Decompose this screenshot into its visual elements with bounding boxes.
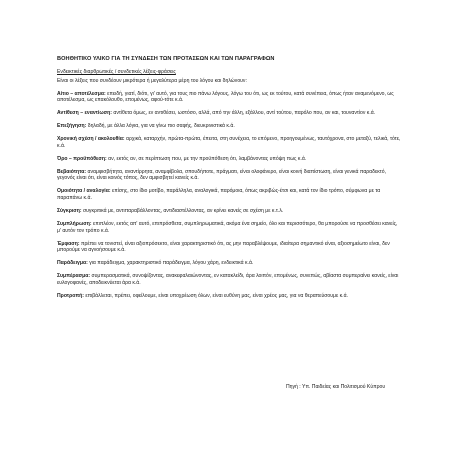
entry-text: για παράδειγμα, χαρακτηριστικό παράδειγμα, λόγου χάρη, ενδεικτικά κ.ά.: [87, 260, 254, 267]
entry-term: Βεβαιότητα:: [57, 168, 87, 175]
document-body: [57, 56, 402, 299]
entry-term: Σύγκριση:: [57, 208, 82, 215]
entry-text: επειδή, γιατί, διότι, γι' αυτό, για τους πιο πάνω λόγους, λόγω του ότι, ως εκ τούτου, κατά συνέπεια, όπως ήταν αναμενόμενο, ως αποτέλεσμα, ως επακόλουθο, επομένως, αφού-τότε κ.ά.: [57, 90, 394, 104]
entry-term: Χρονική σχέση / ακολουθία:: [57, 136, 125, 143]
entry-text: συμπερασματικά, συνοψίζοντας, ανακεφαλαιώνοντας, εν κατακλείδι, άρα λοιπόν, επομένως, συνεπώς, αβίαστα συμπεραίνει κανείς, είναι ευλογοφανές, αποδεικνύεται άρα κ.ά.: [57, 273, 399, 286]
entry-text: επιπλέον, εκτός απ' αυτό, επιπρόσθετα, συμπληρωματικά, ακόμα ένα σημείο, όλο και περισσότερο, θα μπορούσε να προσθέσει κανείς, μ' αυτόν τον τρόπο κ.ά.: [57, 221, 398, 234]
entry-contrast: [57, 110, 402, 117]
entry-term: Έμφαση:: [57, 240, 80, 247]
entry-text: πρέπει να τονιστεί, είναι αξιοπρόσεκτο, είναι χαρακτηριστικό ότι, ας μην παραβλέψουμε, ιδιαίτερα σημαντικό είναι, αξιοσημείωτο είναι, δεν μπορούμε να αγνοήσουμε κ.ά.: [57, 240, 390, 254]
entry-text: αν, εκτός αν, σε περίπτωση που, με την προϋπόθεση ότι, λαμβάνοντας υπόψη πως κ.ά.: [106, 155, 307, 162]
entry-term: Αίτιο – αποτέλεσμα:: [57, 90, 106, 97]
entry-addition: [57, 221, 402, 234]
entry-text: επιβάλλεται, πρέπει, οφείλουμε, είναι υποχρέωση όλων, είναι ευθύνη μας, είναι χρέος μας, για να θεραπεύσουμε κ.ά.: [83, 292, 348, 299]
intro-paragraph: Είναι οι λέξεις που συνδέουν μικρότερα ή μεγαλύτερα μέρη του λόγου και δηλώνουν:: [57, 78, 247, 85]
entry-term: Συμπλήρωση:: [57, 221, 92, 228]
document-title: ΒΟΗΘΗΤΙΚΟ ΥΛΙΚΟ ΓΙΑ ΤΗ ΣΥΝΔΕΣΗ ΤΩΝ ΠΡΟΤΑΣΕΩΝ ΚΑΙ ΤΩΝ ΠΑΡΑΓΡΑΦΩΝ: [57, 56, 275, 62]
entry-term: Όρο – προϋπόθεση:: [57, 155, 107, 162]
entry-text: αναμφισβήτητα, αναντίρρητα, αναμφίβολα, σπουδήποτε, πράγματι, είναι ολοφάνερο, είναι κοινή διαπίστωση, είναι γενικά παραδεκτό, γεγονός είναι ότι, είναι κοινός τόπος, δεν αμφισβητεί κανείς κ.ά.: [57, 168, 387, 182]
entry-comparison: [57, 208, 402, 215]
entry-text: αρχικά, καταρχήν, πρώτα-πρώτα, έπειτα, στη συνέχεια, το επόμενο, προηγουμένως, ταυτόχρονα, στο μεταξύ, τελικά, τότε, κ.ά.: [57, 136, 401, 149]
entry-text: συγκριτικά με, αντιπαραβάλλοντας, αντιδιαστέλλοντας, αν κρίνει κανείς σε σχέση με κ.τ.λ.: [81, 208, 284, 215]
entry-time-sequence: [57, 136, 402, 149]
entry-exhortation: [57, 293, 402, 300]
entry-explanation: [57, 123, 402, 130]
entry-term: Προτροπή:: [57, 292, 84, 299]
entry-cause-effect: [57, 91, 402, 104]
entry-term: Αντίθεση – εναντίωση:: [57, 110, 112, 117]
entry-example: [57, 260, 402, 267]
source-credit: Πηγή : Υπ. Παιδείας και Πολιτισμού Κύπρου: [286, 384, 386, 390]
entry-term: Ομοιότητα / αναλογία:: [57, 188, 111, 195]
entry-text: αντίθετα όμως, εν αντιθέσει, ωστόσο, αλλά, από την άλλη, εξάλλου, αντί τούτου, παρόλο που, αν και, τουναντίον κ.ά.: [111, 110, 376, 117]
entry-term: Συμπέρασμα:: [57, 273, 91, 280]
entry-emphasis: [57, 241, 402, 254]
entry-conclusion: [57, 273, 402, 286]
entry-condition: [57, 156, 402, 163]
entry-text: επίσης, στο ίδιο μοτίβο, παράλληλα, αναλογικά, παρόμοια, όπως ακριβώς-έτσι και, κατά τον ίδιο τρόπο, σύμφωνα με τα παραπάνω κ.ά.: [57, 188, 381, 202]
entry-certainty: [57, 169, 402, 182]
document-subtitle: Ενδεικτικές διαρθρωτικές / συνδετικές λέξεις-φράσεις: [57, 68, 176, 75]
entry-term: Επεξήγηση:: [57, 123, 87, 130]
entry-term: Παράδειγμα:: [57, 260, 88, 267]
entry-text: δηλαδή, με άλλα λόγια, για να γίνω πιο σαφής, διευκρινιστικά κ.ά.: [86, 123, 235, 130]
entry-similarity: [57, 188, 402, 201]
